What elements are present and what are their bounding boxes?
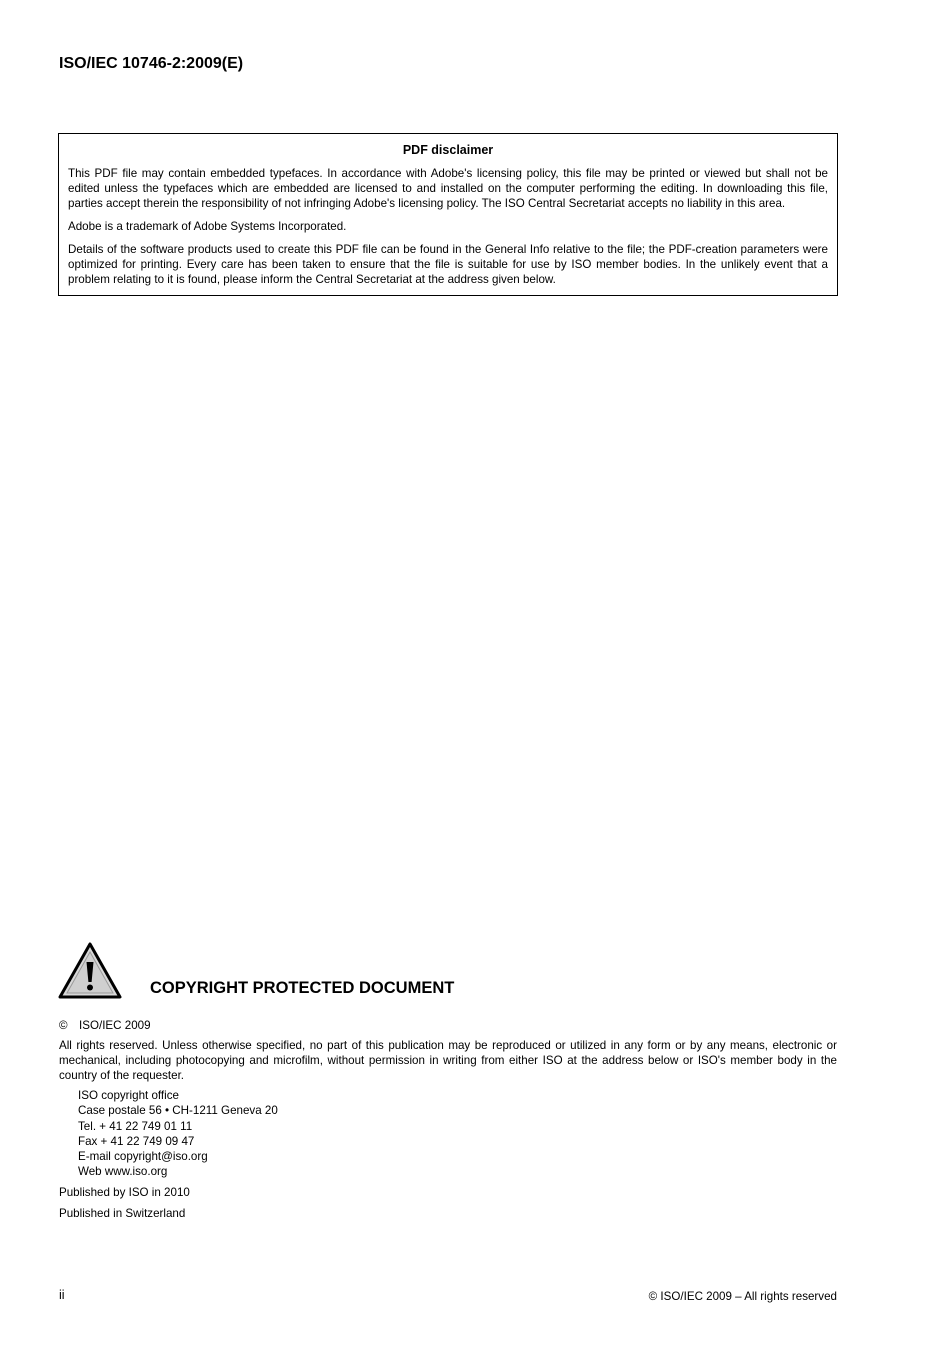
warning-icon bbox=[58, 942, 122, 1000]
disclaimer-paragraph: This PDF file may contain embedded typefaces. In accordance with Adobe's licensing policy, this file may be printed or viewed but shall not be edited unless the typefaces which are embedded are licensed to and installed on the computer performing the editing. In downloading this file, parties accept therein the responsibility of not infringing Adobe's licensing policy. The ISO Central Secretariat accepts no liability in this area. bbox=[68, 167, 828, 210]
page-number: ii bbox=[59, 1288, 65, 1302]
address-line: Web www.iso.org bbox=[78, 1165, 168, 1179]
pdf-disclaimer-box bbox=[58, 133, 838, 296]
address-line: Tel. + 41 22 749 01 11 bbox=[78, 1119, 193, 1133]
address-line: E-mail copyright@iso.org bbox=[78, 1150, 208, 1164]
address-line: Fax + 41 22 749 09 47 bbox=[78, 1134, 195, 1148]
copyright-title: COPYRIGHT PROTECTED DOCUMENT bbox=[150, 979, 455, 997]
address-block bbox=[78, 1088, 837, 1180]
rights-text: All rights reserved. Unless otherwise specified, no part of this publication may be reproduced or utilized in any form or by any means, electronic or mechanical, including photocopying and microfilm, without permission in writing from either ISO at the address below or ISO's member body in the country of the requester. bbox=[59, 1039, 837, 1082]
copyright-symbol: © bbox=[59, 1019, 68, 1032]
footer-copyright: © ISO/IEC 2009 – All rights reserved bbox=[648, 1290, 837, 1303]
published-in: Published in Switzerland bbox=[59, 1206, 186, 1220]
copyright-line bbox=[59, 1018, 837, 1033]
published-by: Published by ISO in 2010 bbox=[59, 1185, 190, 1199]
copyright-holder: ISO/IEC 2009 bbox=[79, 1019, 151, 1032]
copyright-block bbox=[59, 1018, 837, 1227]
disclaimer-paragraph: Details of the software products used to create this PDF file can be found in the General Info relative to the file; the PDF-creation parameters were optimized for printing. Every care has been taken to ensure that the file is suitable for use by ISO member bodies. In the unlikely event that a problem relating to it is found, please inform the Central Secretariat at the address given below. bbox=[68, 243, 828, 286]
disclaimer-paragraph: Adobe is a trademark of Adobe Systems Incorporated. bbox=[68, 220, 347, 233]
address-line: Case postale 56 • CH-1211 Geneva 20 bbox=[78, 1104, 278, 1118]
document-id: ISO/IEC 10746-2:2009(E) bbox=[59, 55, 244, 72]
disclaimer-title: PDF disclaimer bbox=[402, 143, 494, 157]
address-line: ISO copyright office bbox=[78, 1089, 179, 1102]
